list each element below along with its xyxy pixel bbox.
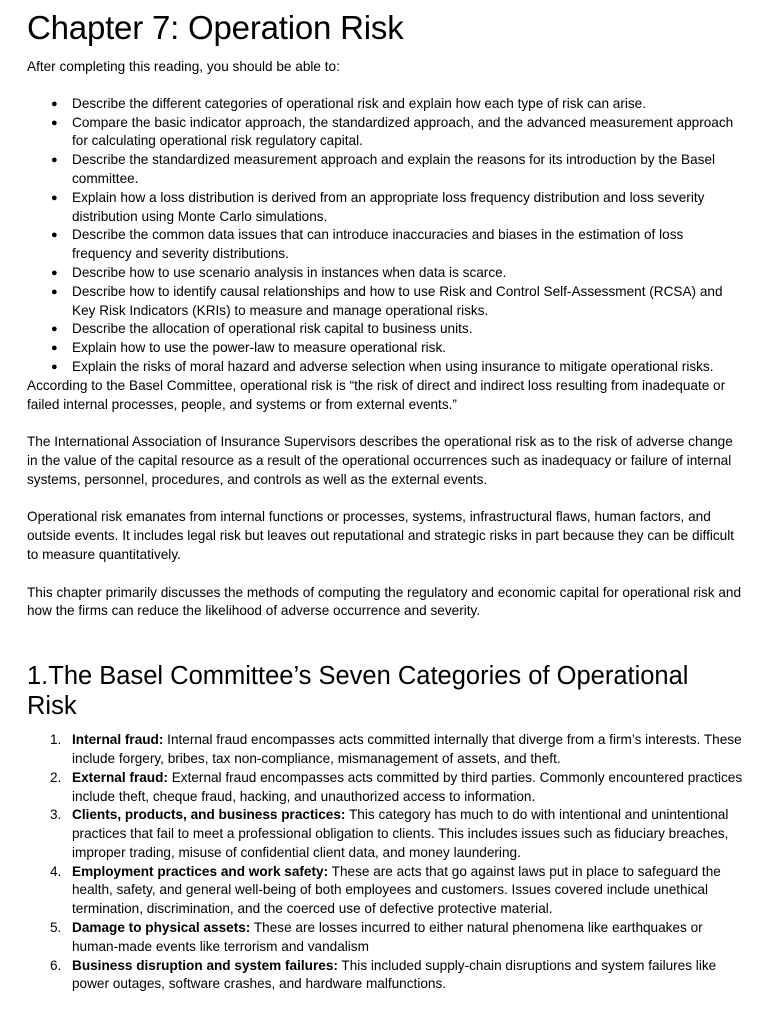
objective-item [51, 226, 743, 264]
bullet-icon: ● [51, 342, 58, 355]
learning-objectives-list [27, 95, 743, 377]
category-number: 6. [50, 957, 62, 973]
category-description: This category has much to do with intentional and unintentional practices that fail to meet a professional obligation to clients. This includes issues such as fiduciary breaches, improper trading, misuse of confidential client data, and money laundering. [72, 807, 729, 860]
paragraph-iais-definition: The International Association of Insurance Supervisors describes the operational risk as to the risk of adverse change in the value of the capital resource as a result of the operational occurrences such as inadequacy or failure of internal systems, personnel, procedures, and controls as well as the external events. [27, 434, 733, 487]
category-number: 4. [50, 863, 62, 879]
category-term: Internal fraud: [72, 732, 164, 748]
category-item [50, 957, 743, 995]
bullet-icon: ● [51, 229, 58, 242]
objective-text: Describe the different categories of operational risk and explain how each type of risk can arise. [72, 95, 647, 111]
category-description: This included supply-chain disruptions and system failures like power outages, software crashes, and hardware malfunctions. [72, 957, 717, 992]
intro-text: After completing this reading, you should be able to: [27, 59, 340, 74]
objective-text: Describe the allocation of operational risk capital to business units. [72, 321, 473, 337]
paragraph-risk-sources: Operational risk emanates from internal functions or processes, systems, infrastructural flaws, human factors, and outside events. It includes legal risk but leaves out reputational and strategic risks in part because they can be difficult to measure quantitatively. [27, 509, 735, 562]
bullet-icon: ● [51, 97, 58, 110]
objective-item [51, 264, 743, 283]
bullet-icon: ● [51, 360, 58, 373]
category-item [50, 806, 743, 862]
category-item [50, 731, 743, 769]
objective-item [51, 339, 743, 358]
category-number: 3. [50, 807, 62, 823]
category-number: 1. [50, 732, 62, 748]
section-heading: 1.The Basel Committee’s Seven Categories of Operational Risk [27, 662, 689, 721]
objective-text: Describe the common data issues that can introduce inaccuracies and biases in the estimation of loss frequency and severity distributions. [72, 227, 684, 262]
objective-item [51, 151, 743, 189]
bullet-icon: ● [51, 116, 58, 129]
category-description: Internal fraud encompasses acts committed internally that diverge from a firm’s interests. These include forgery, bribes, tax non-compliance, mismanagement of assets, and theft. [72, 732, 742, 766]
paragraph-basel-definition: According to the Basel Committee, operational risk is “the risk of direct and indirect loss resulting from inadequate or failed internal processes, people, and systems or from external events.” [27, 377, 726, 412]
chapter-title: Chapter 7: Operation Risk [27, 9, 404, 46]
category-term: External fraud: [72, 769, 168, 785]
category-term: Damage to physical assets: [72, 920, 251, 936]
objective-text: Explain the risks of moral hazard and adverse selection when using insurance to mitigate operational risks. [72, 358, 714, 374]
category-term: Employment practices and work safety: [72, 863, 329, 879]
objective-item [51, 283, 743, 321]
objective-text: Describe how to use scenario analysis in instances when data is scarce. [72, 264, 507, 280]
bullet-icon: ● [51, 323, 58, 336]
objective-text: Compare the basic indicator approach, the standardized approach, and the advanced measurement approach for calculating operational risk regulatory capital. [72, 114, 734, 149]
objective-text: Describe the standardized measurement approach and explain the reasons for its introduction by the Basel committee. [72, 152, 716, 186]
objective-text: Explain how a loss distribution is derived from an appropriate loss frequency distribution and loss severity distribution using Monte Carlo simulations. [72, 189, 705, 224]
category-number: 5. [50, 920, 62, 936]
categories-list [27, 731, 743, 994]
objective-item [51, 114, 743, 152]
bullet-icon: ● [51, 154, 58, 167]
objective-item [51, 95, 743, 114]
category-description: These are losses incurred to either natural phenomena like earthquakes or human-made events like terrorism and vandalism [72, 920, 703, 954]
document-page [27, 0, 743, 994]
bullet-icon: ● [51, 191, 58, 204]
paragraph-chapter-scope: This chapter primarily discusses the methods of computing the regulatory and economic capital for operational risk and how the firms can reduce the likelihood of adverse occurrence and severity. [27, 584, 742, 619]
objective-item [51, 358, 743, 377]
category-term: Business disruption and system failures: [72, 957, 338, 973]
objective-item [51, 320, 743, 339]
category-item [50, 769, 743, 807]
category-item [50, 919, 743, 957]
objective-item [51, 189, 743, 227]
category-item [50, 863, 743, 919]
objective-text: Describe how to identify causal relationships and how to use Risk and Control Self-Assessment (RCSA) and Key Risk Indicators (KRIs) to measure and manage operational risks. [72, 283, 723, 318]
bullet-icon: ● [51, 285, 58, 298]
bullet-icon: ● [51, 266, 58, 279]
objective-text: Explain how to use the power-law to measure operational risk. [72, 340, 447, 356]
category-description: These are acts that go against laws put in place to safeguard the health, safety, and general well-being of both employees and customers. Issues covered include unethical termination, discrimination, and the coerced use of defective protective material. [72, 863, 721, 917]
category-term: Clients, products, and business practices: [72, 807, 346, 823]
category-number: 2. [50, 769, 62, 785]
category-description: External fraud encompasses acts committed by third parties. Commonly encountered practices include theft, cheque fraud, hacking, and unauthorized access to information. [72, 769, 743, 804]
